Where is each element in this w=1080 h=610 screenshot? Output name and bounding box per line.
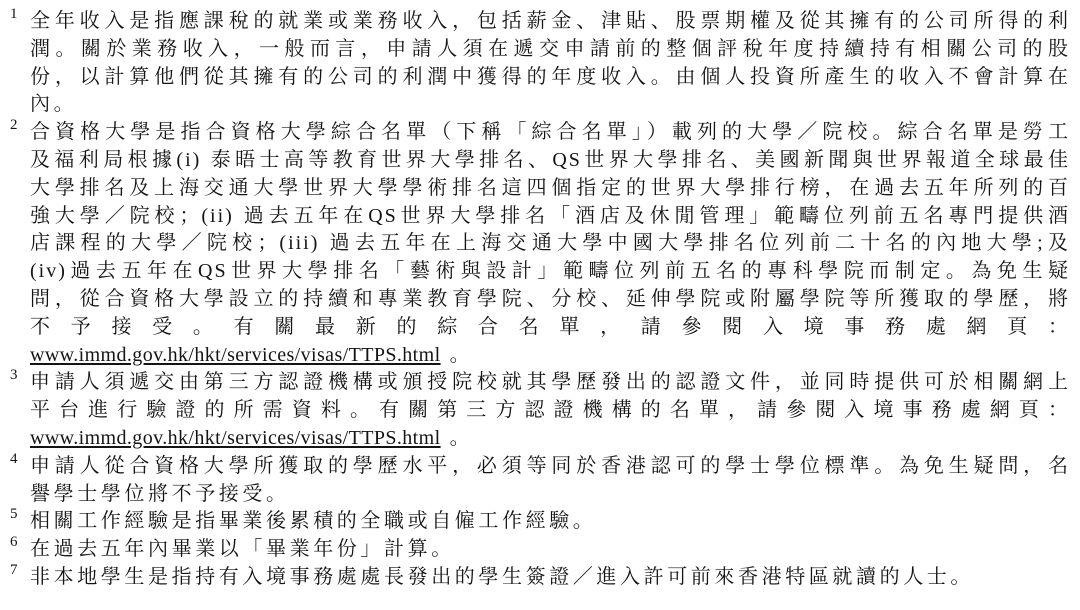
footnote-line: 合資格大學是指合資格大學綜合名單（下稱「綜合名單」）載列的大學／院校。綜合名單是勞工 bbox=[30, 121, 1070, 144]
immd-ttps-link[interactable]: www.immd.gov.hk/hkt/services/visas/TTPS.html bbox=[30, 426, 441, 449]
footnote bbox=[8, 8, 1070, 119]
footnote-line: 非本地學生是指持有入境事務處處長發出的學生簽證／進入許可前來香港特區就讀的人士。 bbox=[30, 565, 974, 588]
footnote-marker: 2 bbox=[10, 117, 18, 134]
url-suffix-period: 。 bbox=[449, 426, 474, 449]
footnote-line: 平台進行驗證的所需資料。有關第三方認證機構的名單，請參閱入境事務處網頁： bbox=[30, 399, 1070, 422]
immd-ttps-link[interactable]: www.immd.gov.hk/hkt/services/visas/TTPS.html bbox=[30, 343, 441, 366]
footnote-marker: 6 bbox=[10, 534, 18, 551]
footnote-lines bbox=[30, 536, 1070, 564]
footnote-marker: 1 bbox=[10, 6, 18, 22]
footnote-marker: 7 bbox=[10, 561, 18, 578]
footnote-line-url bbox=[30, 425, 1070, 453]
footnote-line: 相關工作經驗是指畢業後累積的全職或自僱工作經驗。 bbox=[30, 510, 597, 533]
footnote-marker: 4 bbox=[10, 450, 18, 467]
footnote-lines bbox=[30, 453, 1070, 509]
footnote-marker: 5 bbox=[10, 506, 18, 523]
footnote-line: 內。 bbox=[30, 93, 78, 116]
footnote-lines bbox=[30, 508, 1070, 536]
footnote bbox=[8, 450, 1070, 509]
footnote-line: 申請人從合資格大學所獲取的學歷水平，必須等同於香港認可的學士學位標準。為免生疑問，名 bbox=[30, 454, 1070, 477]
footnote-line: (iv)過去五年在QS世界大學排名「藝術與設計」範疇位列前五名的專科學院而制定。為免生疑 bbox=[30, 260, 1070, 283]
footnote-line: 及福利局根據(i) 泰晤士高等教育世界大學排名、QS世界大學排名、美國新聞與世界報道全球最佳 bbox=[30, 148, 1070, 171]
footnote-line: 不予接受。有關最新的綜合名單，請參閱入境事務處網頁： bbox=[30, 315, 1070, 338]
footnote-line: 潤。關於業務收入，一般而言，申請人須在遞交申請前的整個評稅年度持續持有相關公司的股 bbox=[30, 37, 1070, 60]
footnote-line: 份，以計算他們從其擁有的公司的利潤中獲得的年度收入。由個人投資所產生的收入不會計算在 bbox=[30, 65, 1070, 88]
footnote-line: 店課程的大學／院校；(iii) 過去五年在上海交通大學中國大學排名位列前二十名的內地大學;及 bbox=[30, 232, 1070, 255]
footnote-line-url bbox=[30, 342, 1070, 370]
footnote-line: 譽學士學位將不予接受。 bbox=[30, 482, 290, 505]
footnote-line: 在過去五年內畢業以「畢業年份」計算。 bbox=[30, 538, 455, 561]
footnote-line: 全年收入是指應課稅的就業或業務收入，包括薪金、津貼、股票期權及從其擁有的公司所得的利 bbox=[30, 10, 1070, 32]
footnote-lines bbox=[30, 369, 1070, 452]
footnote bbox=[8, 561, 1070, 592]
url-suffix-period: 。 bbox=[449, 343, 474, 366]
footnote-lines bbox=[30, 8, 1070, 119]
footnote bbox=[8, 369, 1070, 452]
footnote-line: 問，從合資格大學設立的持續和專業教育學院、分校、延伸學院或附屬學院等所獲取的學歷，將 bbox=[30, 287, 1070, 310]
footnote-line: 申請人須遞交由第三方認證機構或頒授院校就其學歷發出的認證文件，並同時提供可於相關網上 bbox=[30, 371, 1070, 394]
footnote-line: 大學排名及上海交通大學世界大學學術排名這四個指定的世界大學排行榜，在過去五年所列的百 bbox=[30, 176, 1070, 199]
footnote-marker: 3 bbox=[10, 367, 18, 384]
footnote-lines bbox=[30, 119, 1070, 369]
footnote bbox=[8, 119, 1070, 369]
footnote-lines bbox=[30, 564, 1070, 592]
footnote bbox=[8, 536, 1070, 564]
footnote-line: 強大學／院校；(ii) 過去五年在QS世界大學排名「酒店及休閒管理」範疇位列前五名專門提供酒 bbox=[30, 204, 1070, 227]
footnote bbox=[8, 508, 1070, 536]
footnotes-list bbox=[8, 8, 1070, 592]
